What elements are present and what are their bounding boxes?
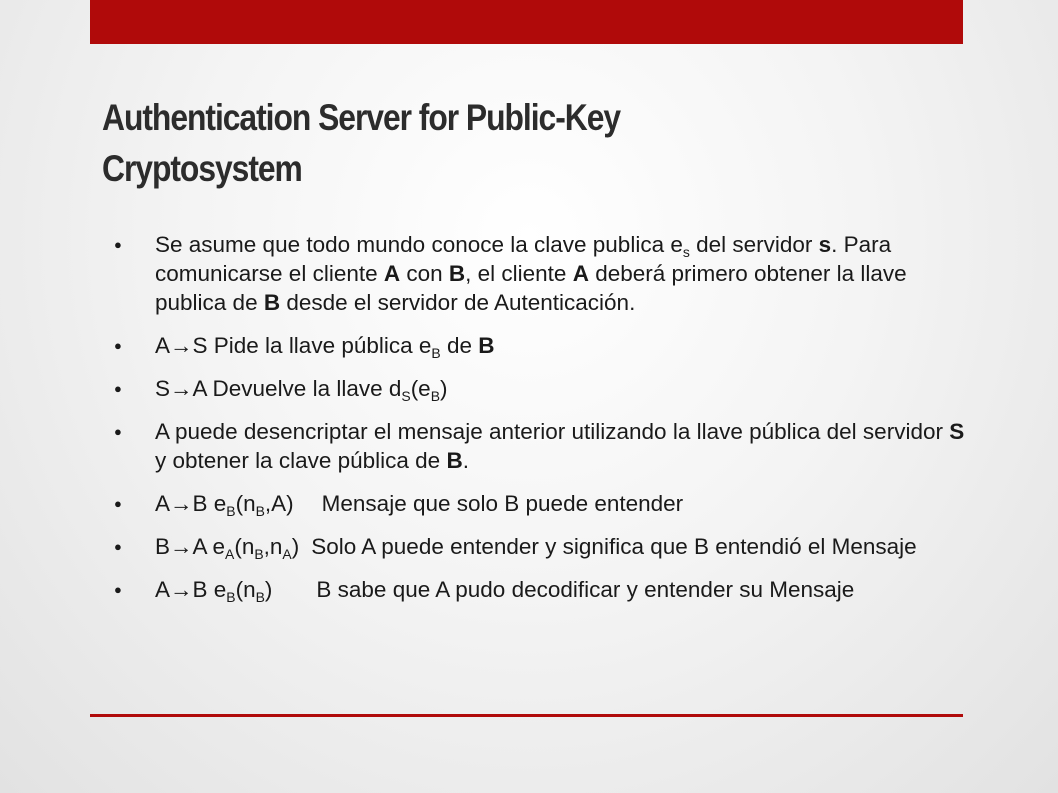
text: (n bbox=[235, 577, 256, 602]
text: (e bbox=[410, 376, 431, 401]
text: A→B e bbox=[155, 491, 227, 516]
text: . bbox=[462, 448, 469, 473]
text: del servidor bbox=[689, 232, 819, 257]
text: ,n bbox=[263, 534, 283, 559]
bullet-dot-icon: ● bbox=[114, 237, 122, 252]
text: ) bbox=[440, 376, 448, 401]
text: A puede desencriptar el mensaje anterior utilizando la llave pública del servidor bbox=[155, 419, 950, 444]
bold-text: A bbox=[572, 261, 589, 286]
bullet-item-decrypt bbox=[112, 417, 972, 475]
subscript: s bbox=[682, 244, 690, 260]
top-accent-bar bbox=[90, 0, 963, 44]
subscript: B bbox=[431, 345, 441, 361]
bullet-list bbox=[112, 230, 972, 604]
title-line-1: Authentication Server for Public-Key bbox=[102, 97, 621, 138]
subscript: B bbox=[226, 503, 236, 519]
bold-text: S bbox=[949, 419, 965, 444]
subscript: B bbox=[254, 546, 264, 562]
bullet-dot-icon: ● bbox=[114, 496, 122, 511]
bullet-item-b-to-a bbox=[112, 532, 972, 561]
text: Mensaje que solo B puede entender bbox=[321, 491, 684, 516]
text: ,A) bbox=[264, 491, 294, 516]
text: (n bbox=[234, 534, 255, 559]
text: deberá primero obtener la llave publica de bbox=[155, 261, 907, 315]
text: S→A Devuelve la llave d bbox=[155, 376, 402, 401]
text: B→A e bbox=[155, 534, 226, 559]
bottom-divider bbox=[90, 714, 963, 717]
bold-text: B bbox=[446, 448, 463, 473]
text: de bbox=[440, 333, 479, 358]
bullet-dot-icon: ● bbox=[114, 424, 122, 439]
bullet-item-request-key bbox=[112, 331, 972, 360]
text: ) bbox=[264, 577, 273, 602]
text: . Para comunicarse el cliente bbox=[155, 232, 892, 286]
text: , el cliente bbox=[465, 261, 573, 286]
text: (n bbox=[235, 491, 256, 516]
bullet-dot-icon: ● bbox=[114, 539, 122, 554]
bullet-item-public-key-assumption bbox=[112, 230, 972, 317]
bold-text: A bbox=[383, 261, 401, 286]
slide-title bbox=[102, 92, 807, 194]
subscript: B bbox=[255, 503, 265, 519]
text: ) bbox=[291, 534, 300, 559]
bold-text: B bbox=[448, 261, 466, 286]
subscript: A bbox=[225, 546, 235, 562]
subscript: B bbox=[226, 589, 236, 605]
text: Solo A puede entender y significa que B entendió el Mensaje bbox=[311, 534, 917, 559]
title-line-2: Cryptosystem bbox=[102, 148, 302, 189]
bullet-item-return-key bbox=[112, 374, 972, 403]
text: y obtener la clave pública de bbox=[155, 448, 447, 473]
bullet-dot-icon: ● bbox=[114, 582, 122, 597]
bullet-item-a-to-b bbox=[112, 489, 972, 518]
text: con bbox=[400, 261, 449, 286]
bullet-dot-icon: ● bbox=[114, 338, 122, 353]
bold-text: B bbox=[263, 290, 281, 315]
slide-content bbox=[112, 230, 972, 618]
bullet-item-a-to-b-confirm bbox=[112, 575, 972, 604]
text: desde el servidor de Autenticación. bbox=[280, 290, 636, 315]
subscript: S bbox=[401, 388, 411, 404]
bold-text: s bbox=[818, 232, 832, 257]
bullet-dot-icon: ● bbox=[114, 381, 122, 396]
text: Se asume que todo mundo conoce la clave publica e bbox=[155, 232, 683, 257]
text: A→S Pide la llave pública e bbox=[155, 333, 432, 358]
bold-text: B bbox=[478, 333, 495, 358]
text: B sabe que A pudo decodificar y entender su Mensaje bbox=[316, 577, 855, 602]
text: A→B e bbox=[155, 577, 227, 602]
subscript: A bbox=[282, 546, 292, 562]
subscript: B bbox=[255, 589, 265, 605]
subscript: B bbox=[430, 388, 440, 404]
